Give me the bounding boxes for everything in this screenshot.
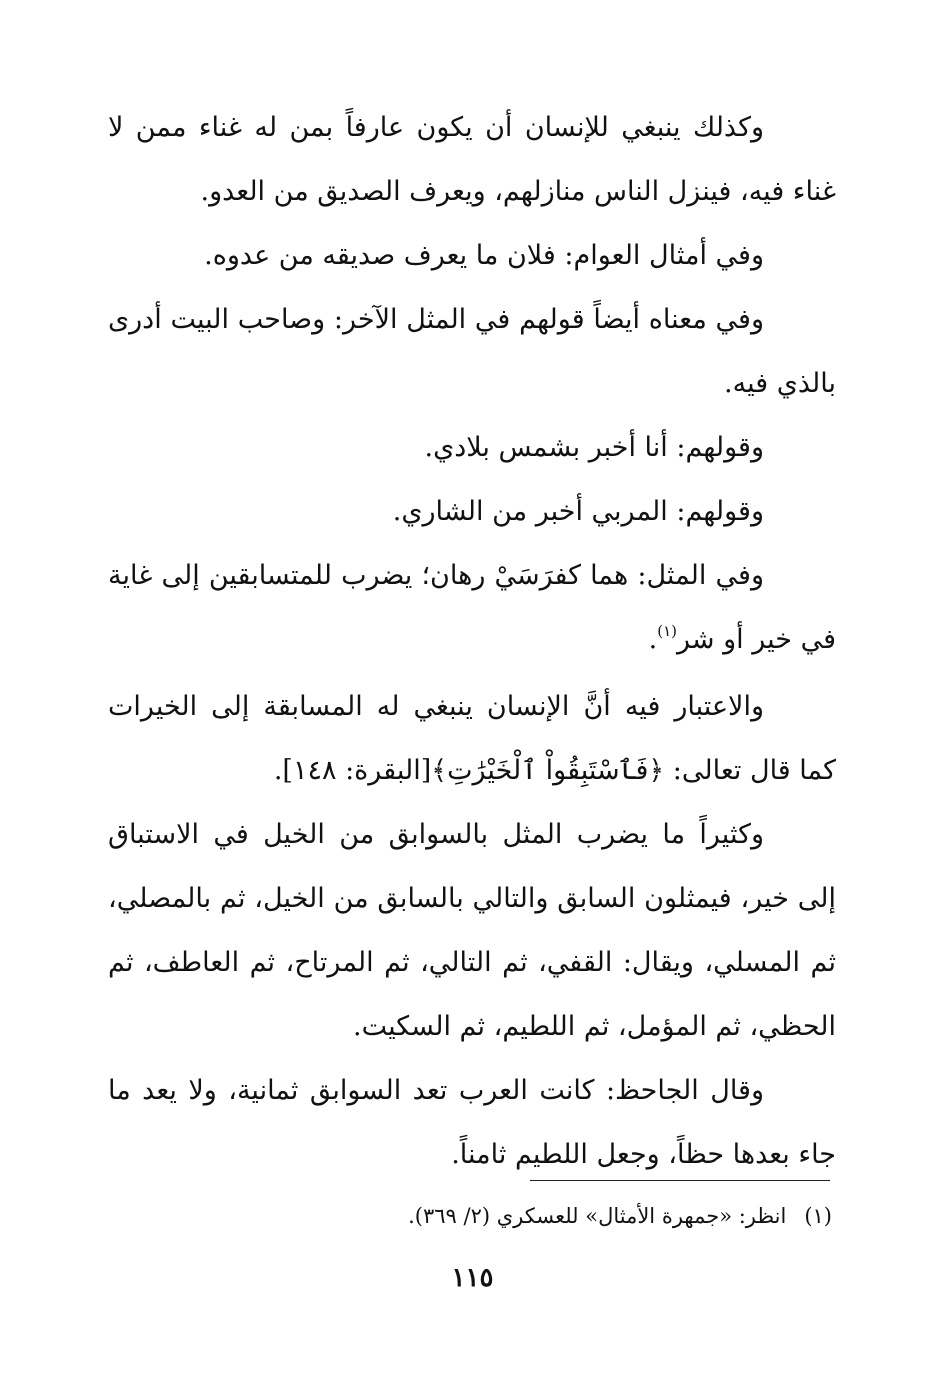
paragraph-2: وفي أمثال العوام: فلان ما يعرف صديقه من عدوه.: [204, 240, 764, 271]
paragraph-3: وفي معناه أيضاً قولهم في المثل الآخر: وصاحب البيت أدرى بالذي فيه.: [108, 304, 836, 399]
paragraph-6-end: .: [648, 624, 658, 655]
footnote-reference: (١): [657, 622, 678, 640]
paragraph-4: وقولهم: أنا أخبر بشمس بلادي.: [424, 432, 764, 463]
paragraph-1: وكذلك ينبغي للإنسان أن يكون عارفاً بمن له غناء ممن لا غناء فيه، فينزل الناس منازلهم، ويعرف الصديق من العدو.: [108, 112, 836, 207]
paragraph-6-text: وفي المثل: هما كفرَسَيْ رهان؛ يضرب للمتسابقين إلى غاية في خير أو شر: [108, 560, 836, 655]
footnote-text: انظر: «جمهرة الأمثال» للعسكري (٢/ ٣٦٩).: [408, 1204, 787, 1228]
paragraph-7-text: والاعتبار فيه أنَّ الإنسان ينبغي له المسابقة إلى الخيرات كما قال تعالى:: [108, 691, 836, 786]
paragraph-9: وقال الجاحظ: كانت العرب تعد السوابق ثمانية، ولا يعد ما جاء بعدها حظاً، وجعل اللطيم ثامناً.: [108, 1075, 836, 1170]
verse-citation: [البقرة: ١٤٨]: [282, 755, 432, 786]
paragraph-6: [108, 544, 836, 675]
paragraph-5: وقولهم: المربي أخبر من الشاري.: [392, 496, 764, 527]
page-number: ١١٥: [451, 1263, 494, 1293]
footnote: [108, 1196, 832, 1236]
paragraph-7-end: .: [273, 755, 283, 786]
paragraph-8: وكثيراً ما يضرب المثل بالسوابق من الخيل في الاستباق إلى خير، فيمثلون السابق والتالي بالسابق من الخيل، ثم بالمصلي، ثم المسلي، ويقال: القفي، ثم التالي، ثم المرتاح، ثم العاطف، ثم الحظي، ثم المؤمل، ثم اللطيم، ثم السكيت.: [108, 819, 836, 1042]
quran-verse: ﴿فَٱسْتَبِقُواْ ٱلْخَيْرَٰتِ﴾: [431, 755, 665, 786]
main-text: [108, 96, 836, 1187]
paragraph-7: [108, 675, 836, 803]
footnote-divider: [530, 1180, 830, 1181]
footnote-number: (١): [804, 1204, 832, 1228]
